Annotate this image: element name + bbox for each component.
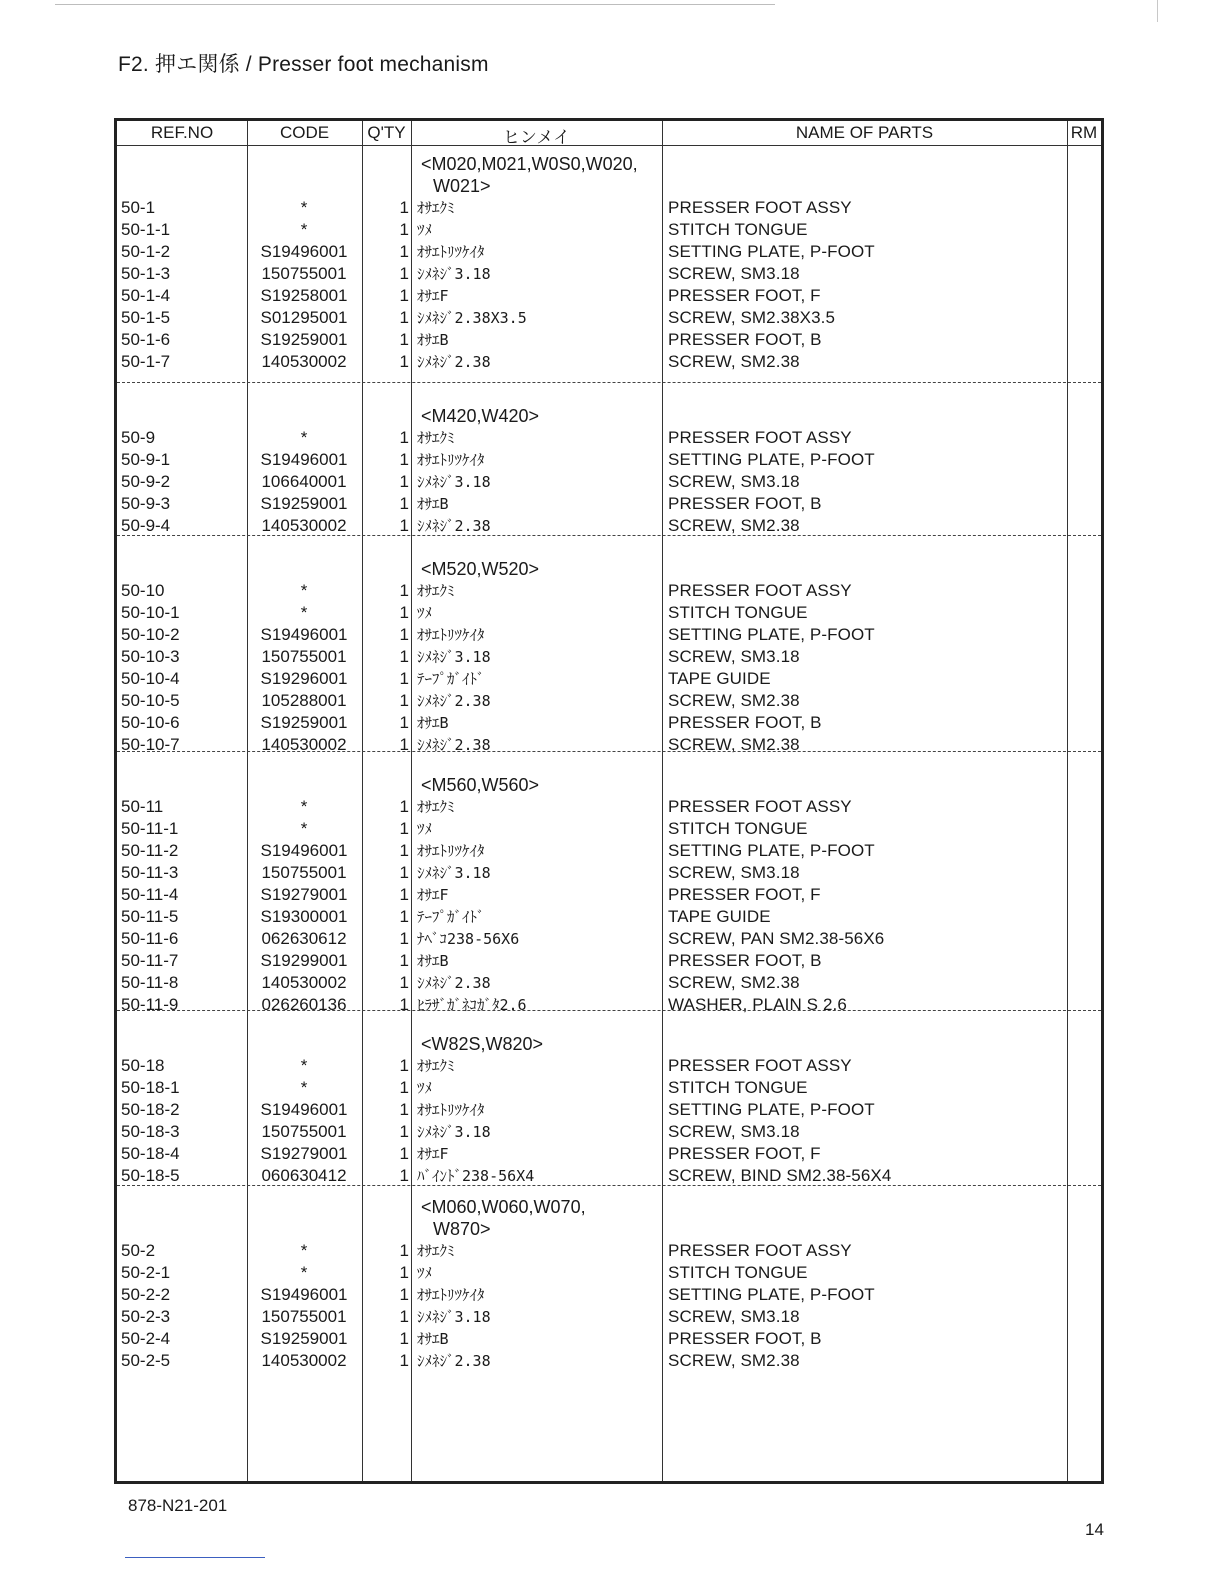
- cell-part-name: SCREW, SM3.18: [668, 264, 800, 283]
- cell-part-name: STITCH TONGUE: [668, 1078, 808, 1097]
- cell-ref-no: 50-10-7: [121, 735, 180, 754]
- cell-ref-no: 50-10-1: [121, 603, 180, 622]
- cell-part-name: PRESSER FOOT, B: [668, 330, 822, 349]
- cell-code: 140530002: [261, 516, 347, 535]
- cell-qty: 1: [399, 330, 409, 349]
- cell-ref-no: 50-18: [121, 1056, 165, 1075]
- page-title: F2. 押エ関係 / Presser foot mechanism: [118, 53, 489, 76]
- cell-hinmei: ﾋﾗｻﾞｶﾞﾈｺｶﾞﾀ2.6: [417, 996, 527, 1014]
- cell-qty: 1: [399, 863, 409, 882]
- cell-code: 140530002: [261, 735, 347, 754]
- cell-qty: 1: [399, 516, 409, 535]
- cell-hinmei: ｵｻｴﾄﾘﾂｹｲﾀ: [417, 1286, 485, 1304]
- group-separator: [117, 751, 1101, 752]
- cell-part-name: PRESSER FOOT, B: [668, 951, 822, 970]
- model-list: <W82S,W820>: [421, 1034, 544, 1054]
- cell-hinmei: ｵｻｴｸﾐ: [417, 798, 455, 816]
- cell-part-name: SETTING PLATE, P-FOOT: [668, 450, 875, 469]
- scan-top-edge: [55, 4, 775, 5]
- cell-part-name: PRESSER FOOT, F: [668, 885, 821, 904]
- cell-qty: 1: [399, 1056, 409, 1075]
- cell-qty: 1: [399, 581, 409, 600]
- cell-code: 140530002: [261, 1351, 347, 1370]
- footer-rule: [125, 1557, 265, 1558]
- cell-hinmei: ｼﾒﾈｼﾞ3.18: [417, 1308, 491, 1326]
- table-row: [117, 818, 1107, 840]
- cell-part-name: PRESSER FOOT, B: [668, 494, 822, 513]
- cell-part-name: TAPE GUIDE: [668, 907, 771, 926]
- table-row: [117, 1240, 1107, 1262]
- cell-code: S19296001: [260, 669, 348, 688]
- cell-part-name: SETTING PLATE, P-FOOT: [668, 841, 875, 860]
- cell-part-name: SETTING PLATE, P-FOOT: [668, 1285, 875, 1304]
- cell-code: 140530002: [261, 973, 347, 992]
- cell-part-name: WASHER, PLAIN S 2.6: [668, 995, 847, 1014]
- cell-ref-no: 50-18-1: [121, 1078, 180, 1097]
- cell-hinmei: ﾂﾒ: [417, 1264, 433, 1282]
- cell-hinmei: ｵｻｴﾄﾘﾂｹｲﾀ: [417, 1101, 485, 1119]
- cell-ref-no: 50-9-3: [121, 494, 171, 513]
- cell-code: *: [300, 198, 308, 217]
- cell-part-name: STITCH TONGUE: [668, 220, 808, 239]
- table-row: [117, 972, 1107, 994]
- table-row: [117, 219, 1107, 241]
- cell-ref-no: 50-10-2: [121, 625, 180, 644]
- table-row: [117, 712, 1107, 734]
- model-list: <M520,W520>: [421, 559, 540, 579]
- cell-code: S19279001: [260, 885, 348, 904]
- cell-part-name: SCREW, SM2.38: [668, 1351, 800, 1370]
- cell-code: 150755001: [261, 1307, 347, 1326]
- cell-hinmei: ｼﾒﾈｼﾞ2.38: [417, 736, 491, 754]
- cell-code: *: [300, 1263, 308, 1282]
- table-row: [117, 690, 1107, 712]
- cell-code: S19259001: [260, 494, 348, 513]
- cell-hinmei: ｵｻｴF: [417, 287, 449, 305]
- table-row: [117, 1165, 1107, 1187]
- group-separator: [117, 535, 1101, 536]
- cell-code: S19496001: [260, 242, 348, 261]
- scan-right-mark: [1157, 0, 1158, 22]
- cell-hinmei: ｵｻｴB: [417, 331, 449, 349]
- cell-ref-no: 50-18-3: [121, 1122, 180, 1141]
- cell-code: *: [300, 220, 308, 239]
- cell-qty: 1: [399, 198, 409, 217]
- cell-part-name: SCREW, SM2.38: [668, 516, 800, 535]
- table-row: [117, 884, 1107, 906]
- cell-hinmei: ｵｻｴB: [417, 714, 449, 732]
- table-row: [117, 994, 1107, 1016]
- cell-ref-no: 50-11-3: [121, 863, 179, 882]
- table-row: [117, 734, 1107, 756]
- table-row: [117, 493, 1107, 515]
- cell-code: 140530002: [261, 352, 347, 371]
- cell-hinmei: ﾂﾒ: [417, 604, 433, 622]
- cell-ref-no: 50-11-4: [121, 885, 179, 904]
- cell-part-name: PRESSER FOOT ASSY: [668, 1241, 852, 1260]
- cell-part-name: SCREW, SM3.18: [668, 1307, 800, 1326]
- cell-ref-no: 50-10-6: [121, 713, 180, 732]
- cell-code: S19300001: [260, 907, 348, 926]
- table-row: [117, 1143, 1107, 1165]
- cell-part-name: STITCH TONGUE: [668, 819, 808, 838]
- table-row: [117, 197, 1107, 219]
- cell-hinmei: ﾂﾒ: [417, 1079, 433, 1097]
- cell-part-name: SCREW, SM2.38: [668, 352, 800, 371]
- cell-part-name: PRESSER FOOT, B: [668, 713, 822, 732]
- table-row: [117, 1077, 1107, 1099]
- group-separator: [117, 382, 1101, 383]
- cell-code: *: [300, 1056, 308, 1075]
- table-row: [117, 285, 1107, 307]
- cell-hinmei: ﾂﾒ: [417, 221, 433, 239]
- cell-ref-no: 50-10-4: [121, 669, 180, 688]
- cell-part-name: SCREW, SM2.38: [668, 973, 800, 992]
- cell-code: S19496001: [260, 1100, 348, 1119]
- model-list: W870>: [433, 1219, 491, 1239]
- cell-ref-no: 50-1-7: [121, 352, 171, 371]
- cell-qty: 1: [399, 1078, 409, 1097]
- table-row: [117, 515, 1107, 537]
- cell-qty: 1: [399, 1263, 409, 1282]
- cell-ref-no: 50-1-6: [121, 330, 171, 349]
- cell-qty: 1: [399, 625, 409, 644]
- table-row: [117, 351, 1107, 373]
- cell-code: S19496001: [260, 841, 348, 860]
- cell-code: S19259001: [260, 330, 348, 349]
- cell-ref-no: 50-11: [121, 797, 164, 816]
- cell-qty: 1: [399, 428, 409, 447]
- cell-qty: 1: [399, 1166, 409, 1185]
- table-row: [117, 1055, 1107, 1077]
- cell-qty: 1: [399, 907, 409, 926]
- cell-ref-no: 50-11-7: [121, 951, 179, 970]
- cell-code: S19496001: [260, 450, 348, 469]
- cell-qty: 1: [399, 308, 409, 327]
- cell-ref-no: 50-1-5: [121, 308, 171, 327]
- cell-ref-no: 50-1-1: [121, 220, 171, 239]
- cell-qty: 1: [399, 1329, 409, 1348]
- cell-ref-no: 50-2-3: [121, 1307, 171, 1326]
- cell-ref-no: 50-10-5: [121, 691, 180, 710]
- cell-code: S19258001: [260, 286, 348, 305]
- cell-code: 150755001: [261, 863, 347, 882]
- cell-hinmei: ｵｻｴB: [417, 495, 449, 513]
- cell-part-name: PRESSER FOOT, F: [668, 1144, 821, 1163]
- cell-code: *: [300, 1241, 308, 1260]
- table-row: [117, 602, 1107, 624]
- cell-code: 150755001: [261, 264, 347, 283]
- cell-qty: 1: [399, 929, 409, 948]
- cell-part-name: STITCH TONGUE: [668, 1263, 808, 1282]
- model-list: <M020,M021,W0S0,W020,: [421, 154, 638, 174]
- cell-code: S19259001: [260, 1329, 348, 1348]
- model-list: <M420,W420>: [421, 406, 540, 426]
- cell-qty: 1: [399, 995, 409, 1014]
- cell-part-name: SCREW, SM3.18: [668, 863, 800, 882]
- cell-hinmei: ﾃｰﾌﾟｶﾞｲﾄﾞ: [417, 670, 485, 688]
- cell-hinmei: ｼﾒﾈｼﾞ2.38: [417, 353, 491, 371]
- table-row: [117, 1284, 1107, 1306]
- header-rm: RM: [1070, 123, 1098, 142]
- table-row: [117, 471, 1107, 493]
- cell-ref-no: 50-2-1: [121, 1263, 171, 1282]
- cell-part-name: PRESSER FOOT ASSY: [668, 428, 852, 447]
- cell-hinmei: ｵｻｴｸﾐ: [417, 429, 455, 447]
- cell-qty: 1: [399, 691, 409, 710]
- cell-code: 060630412: [261, 1166, 347, 1185]
- cell-code: S01295001: [260, 308, 348, 327]
- cell-qty: 1: [399, 797, 409, 816]
- header-name-of-parts: NAME OF PARTS: [795, 123, 934, 142]
- cell-code: 026260136: [261, 995, 347, 1014]
- cell-code: S19496001: [260, 625, 348, 644]
- cell-qty: 1: [399, 669, 409, 688]
- cell-qty: 1: [399, 286, 409, 305]
- cell-ref-no: 50-18-5: [121, 1166, 180, 1185]
- cell-qty: 1: [399, 242, 409, 261]
- cell-ref-no: 50-11-1: [121, 819, 179, 838]
- group-separator: [117, 1185, 1101, 1186]
- cell-qty: 1: [399, 973, 409, 992]
- cell-qty: 1: [399, 494, 409, 513]
- cell-ref-no: 50-1-4: [121, 286, 171, 305]
- table-row: [117, 668, 1107, 690]
- page-number: 14: [1085, 1520, 1104, 1539]
- cell-part-name: STITCH TONGUE: [668, 603, 808, 622]
- cell-code: S19259001: [260, 713, 348, 732]
- table-row: [117, 862, 1107, 884]
- cell-ref-no: 50-1-3: [121, 264, 171, 283]
- cell-qty: 1: [399, 603, 409, 622]
- cell-part-name: SCREW, SM3.18: [668, 472, 800, 491]
- cell-hinmei: ｼﾒﾈｼﾞ2.38: [417, 1352, 491, 1370]
- cell-hinmei: ｵｻｴｸﾐ: [417, 582, 455, 600]
- cell-qty: 1: [399, 472, 409, 491]
- model-list: <M060,W060,W070,: [421, 1197, 586, 1217]
- table-row: [117, 307, 1107, 329]
- cell-hinmei: ｵｻｴB: [417, 952, 449, 970]
- table-row: [117, 1099, 1107, 1121]
- table-row: [117, 580, 1107, 602]
- cell-ref-no: 50-9-4: [121, 516, 171, 535]
- cell-hinmei: ｼﾒﾈｼﾞ3.18: [417, 648, 491, 666]
- footer-code: 878-N21-201: [128, 1496, 228, 1515]
- table-row: [117, 1121, 1107, 1143]
- cell-code: 105288001: [261, 691, 347, 710]
- cell-part-name: PRESSER FOOT, B: [668, 1329, 822, 1348]
- cell-ref-no: 50-11-2: [121, 841, 179, 860]
- cell-code: 106640001: [261, 472, 347, 491]
- cell-ref-no: 50-1: [121, 198, 156, 217]
- table-row: [117, 1350, 1107, 1372]
- cell-hinmei: ｵｻｴF: [417, 886, 449, 904]
- cell-part-name: SCREW, PAN SM2.38-56X6: [668, 929, 885, 948]
- table-row: [117, 241, 1107, 263]
- cell-code: 150755001: [261, 1122, 347, 1141]
- cell-hinmei: ｼﾒﾈｼﾞ2.38X3.5: [417, 309, 527, 327]
- cell-code: S19279001: [260, 1144, 348, 1163]
- cell-ref-no: 50-18-2: [121, 1100, 180, 1119]
- cell-qty: 1: [399, 951, 409, 970]
- cell-ref-no: 50-11-6: [121, 929, 179, 948]
- cell-hinmei: ｼﾒﾈｼﾞ2.38: [417, 974, 491, 992]
- table-row: [117, 624, 1107, 646]
- cell-code: *: [300, 428, 308, 447]
- cell-ref-no: 50-9: [121, 428, 156, 447]
- cell-hinmei: ﾃｰﾌﾟｶﾞｲﾄﾞ: [417, 908, 485, 926]
- cell-hinmei: ﾂﾒ: [417, 820, 433, 838]
- cell-hinmei: ｵｻｴｸﾐ: [417, 1057, 455, 1075]
- cell-part-name: SCREW, SM2.38: [668, 735, 800, 754]
- cell-ref-no: 50-11-8: [121, 973, 179, 992]
- table-row: [117, 449, 1107, 471]
- cell-qty: 1: [399, 1351, 409, 1370]
- model-list: <M560,W560>: [421, 775, 540, 795]
- table-row: [117, 329, 1107, 351]
- cell-qty: 1: [399, 1100, 409, 1119]
- cell-code: 150755001: [261, 647, 347, 666]
- cell-hinmei: ﾊﾞｲﾝﾄﾞ238-56X4: [417, 1167, 535, 1185]
- cell-hinmei: ｵｻｴﾄﾘﾂｹｲﾀ: [417, 842, 485, 860]
- cell-qty: 1: [399, 220, 409, 239]
- cell-hinmei: ｼﾒﾈｼﾞ3.18: [417, 1123, 491, 1141]
- cell-ref-no: 50-11-9: [121, 995, 179, 1014]
- cell-code: S19496001: [260, 1285, 348, 1304]
- cell-hinmei: ｵｻｴｸﾐ: [417, 199, 455, 217]
- table-row: [117, 840, 1107, 862]
- cell-qty: 1: [399, 841, 409, 860]
- cell-hinmei: ｵｻｴﾄﾘﾂｹｲﾀ: [417, 243, 485, 261]
- cell-ref-no: 50-9-2: [121, 472, 171, 491]
- cell-hinmei: ﾅﾍﾞｺ238-56X6: [417, 930, 520, 948]
- cell-hinmei: ｼﾒﾈｼﾞ3.18: [417, 265, 491, 283]
- cell-part-name: PRESSER FOOT ASSY: [668, 581, 852, 600]
- cell-hinmei: ｼﾒﾈｼﾞ3.18: [417, 473, 491, 491]
- cell-qty: 1: [399, 735, 409, 754]
- cell-qty: 1: [399, 713, 409, 732]
- cell-part-name: SCREW, SM2.38: [668, 691, 800, 710]
- table-row: [117, 646, 1107, 668]
- cell-hinmei: ｵｻｴﾄﾘﾂｹｲﾀ: [417, 626, 485, 644]
- header-ref-no: REF.NO: [150, 123, 214, 142]
- cell-qty: 1: [399, 1144, 409, 1163]
- cell-ref-no: 50-10-3: [121, 647, 180, 666]
- cell-ref-no: 50-18-4: [121, 1144, 180, 1163]
- cell-qty: 1: [399, 352, 409, 371]
- table-row: [117, 1306, 1107, 1328]
- cell-part-name: SETTING PLATE, P-FOOT: [668, 625, 875, 644]
- cell-ref-no: 50-10: [121, 581, 165, 600]
- header-qty: Q'TY: [367, 123, 406, 142]
- cell-part-name: SETTING PLATE, P-FOOT: [668, 1100, 875, 1119]
- group-separator: [117, 1010, 1101, 1011]
- cell-part-name: SCREW, SM3.18: [668, 1122, 800, 1141]
- cell-ref-no: 50-9-1: [121, 450, 171, 469]
- cell-hinmei: ｼﾒﾈｼﾞ3.18: [417, 864, 491, 882]
- cell-ref-no: 50-11-5: [121, 907, 179, 926]
- cell-qty: 1: [399, 450, 409, 469]
- table-row: [117, 928, 1107, 950]
- cell-part-name: SCREW, SM3.18: [668, 647, 800, 666]
- cell-qty: 1: [399, 264, 409, 283]
- header-hinmei: ヒンメイ: [502, 128, 571, 147]
- cell-part-name: PRESSER FOOT, F: [668, 286, 821, 305]
- table-row: [117, 1328, 1107, 1350]
- cell-code: *: [300, 1078, 308, 1097]
- cell-code: 062630612: [261, 929, 347, 948]
- cell-part-name: SCREW, SM2.38X3.5: [668, 308, 836, 327]
- table-row: [117, 1262, 1107, 1284]
- parts-table: [114, 118, 1104, 1484]
- table-row: [117, 950, 1107, 972]
- cell-code: S19299001: [260, 951, 348, 970]
- cell-ref-no: 50-1-2: [121, 242, 171, 261]
- table-row: [117, 906, 1107, 928]
- cell-qty: 1: [399, 1241, 409, 1260]
- cell-qty: 1: [399, 647, 409, 666]
- header-code: CODE: [279, 123, 330, 142]
- cell-qty: 1: [399, 819, 409, 838]
- cell-code: *: [300, 819, 308, 838]
- cell-hinmei: ｵｻｴF: [417, 1145, 449, 1163]
- cell-part-name: PRESSER FOOT ASSY: [668, 797, 852, 816]
- cell-qty: 1: [399, 1307, 409, 1326]
- model-list: W021>: [433, 176, 491, 196]
- cell-code: *: [300, 603, 308, 622]
- table-row: [117, 263, 1107, 285]
- cell-ref-no: 50-2: [121, 1241, 156, 1260]
- cell-hinmei: ｵｻｴｸﾐ: [417, 1242, 455, 1260]
- cell-part-name: SCREW, BIND SM2.38-56X4: [668, 1166, 892, 1185]
- cell-ref-no: 50-2-2: [121, 1285, 171, 1304]
- cell-code: *: [300, 797, 308, 816]
- cell-ref-no: 50-2-5: [121, 1351, 171, 1370]
- cell-hinmei: ｼﾒﾈｼﾞ2.38: [417, 692, 491, 710]
- cell-part-name: PRESSER FOOT ASSY: [668, 1056, 852, 1075]
- cell-ref-no: 50-2-4: [121, 1329, 171, 1348]
- table-row: [117, 427, 1107, 449]
- cell-part-name: SETTING PLATE, P-FOOT: [668, 242, 875, 261]
- cell-hinmei: ｵｻｴﾄﾘﾂｹｲﾀ: [417, 451, 485, 469]
- cell-hinmei: ｼﾒﾈｼﾞ2.38: [417, 517, 491, 535]
- cell-hinmei: ｵｻｴB: [417, 1330, 449, 1348]
- cell-part-name: PRESSER FOOT ASSY: [668, 198, 852, 217]
- cell-qty: 1: [399, 1122, 409, 1141]
- cell-part-name: TAPE GUIDE: [668, 669, 771, 688]
- cell-code: *: [300, 581, 308, 600]
- cell-qty: 1: [399, 1285, 409, 1304]
- cell-qty: 1: [399, 885, 409, 904]
- table-row: [117, 796, 1107, 818]
